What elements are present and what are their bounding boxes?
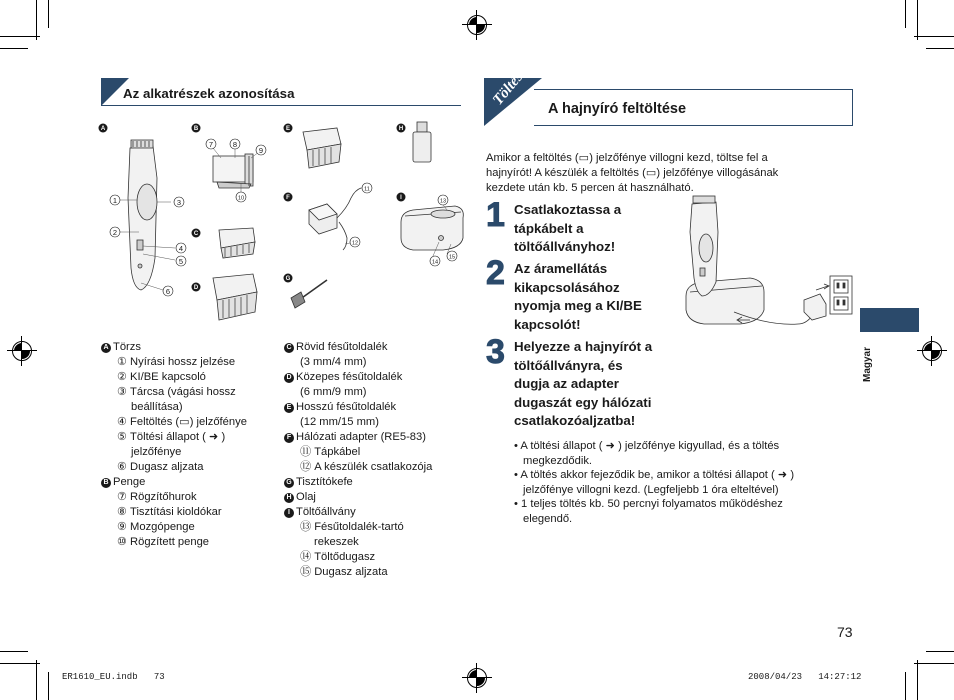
callout-9 xyxy=(256,145,266,155)
legend-item xyxy=(101,355,247,370)
legend-letter-marker: B xyxy=(101,478,111,488)
legend-item xyxy=(284,490,432,505)
legend-item xyxy=(284,430,432,445)
intro-line-2: hajnyírót! A készülék a feltöltés (▭) jelzőfénye villogásának xyxy=(486,167,779,179)
crop-mark xyxy=(48,672,49,700)
svg-text:6: 6 xyxy=(165,287,171,296)
svg-text:I: I xyxy=(400,195,402,201)
legend-text: Mozgópenge xyxy=(130,521,195,533)
page-number: 73 xyxy=(837,624,853,640)
legend-letter-marker: D xyxy=(284,373,294,383)
legend-item xyxy=(284,475,432,490)
callout-15 xyxy=(447,251,457,261)
step-3-text: Helyezze a hajnyírót a töltőállványra, és dugja az adapter dugaszát egy hálózati csatlakozóaljzatba! xyxy=(514,339,653,428)
heading-underline xyxy=(101,105,461,106)
legend-number-marker: ⑫ xyxy=(300,461,312,473)
legend-letter-marker: A xyxy=(101,343,111,353)
bullet-list xyxy=(514,439,794,526)
legend-text: Töltődugasz xyxy=(314,551,376,563)
cleaning-brush xyxy=(291,280,327,308)
step-1-number: 1 xyxy=(486,196,505,234)
footer-datetime: 2008/04/23 14:27:12 xyxy=(748,672,862,682)
svg-text:G: G xyxy=(285,276,291,282)
legend-text: (6 mm/9 mm) xyxy=(300,386,367,398)
registration-mark xyxy=(467,15,487,35)
footer-file: ER1610_EU.indb 73 xyxy=(62,672,165,682)
legend-item xyxy=(101,340,247,355)
legend-item xyxy=(101,460,247,475)
callout-4 xyxy=(176,243,186,253)
crop-mark xyxy=(0,651,28,652)
intro-text xyxy=(486,151,778,196)
callout-11 xyxy=(362,183,372,193)
legend-text: rekeszek xyxy=(314,536,359,548)
legend-item xyxy=(101,505,247,520)
marker-D xyxy=(192,283,201,292)
legend-number-marker: ⑬ xyxy=(300,521,312,533)
legend-text: Töltőállvány xyxy=(296,506,356,518)
legend-text: Törzs xyxy=(113,341,141,353)
legend-item xyxy=(101,430,247,445)
legend-text: Tápkábel xyxy=(314,446,361,458)
legend-item xyxy=(101,370,247,385)
marker-G xyxy=(284,274,293,283)
legend-item xyxy=(284,415,432,430)
legend-column-2 xyxy=(284,340,432,580)
svg-text:2: 2 xyxy=(112,228,118,237)
adapter-drawing xyxy=(804,294,826,320)
clipper-body xyxy=(128,140,157,290)
callout-8 xyxy=(230,139,240,149)
legend-text: Olaj xyxy=(296,491,316,503)
marker-A xyxy=(99,124,108,133)
callout-3 xyxy=(174,197,184,207)
registration-mark xyxy=(922,341,942,361)
svg-text:1: 1 xyxy=(112,196,118,205)
parts-diagram xyxy=(95,118,465,328)
language-tab xyxy=(860,308,919,332)
oil-bottle xyxy=(413,122,431,162)
legend-item xyxy=(284,520,432,535)
crop-mark xyxy=(36,0,37,40)
bullet-item: • 1 teljes töltés kb. 50 percnyi folyamatos működéshez elegendő. xyxy=(514,498,783,525)
language-label: Magyar xyxy=(862,346,873,382)
svg-text:7: 7 xyxy=(208,140,214,149)
legend-item xyxy=(284,370,432,385)
bullet-item: • A töltési állapot ( ➜ ) jelzőfénye kigyullad, és a töltés megkezdődik. xyxy=(514,440,780,467)
callout-2 xyxy=(110,227,120,237)
svg-text:F: F xyxy=(286,195,290,201)
legend-item xyxy=(284,400,432,415)
step-1-text: Csatlakoztassa a tápkábelt a töltőállványhoz! xyxy=(514,202,622,254)
crop-mark xyxy=(905,0,906,28)
legend-text: (3 mm/4 mm) xyxy=(300,356,367,368)
callout-5 xyxy=(176,256,186,266)
charging-illustration xyxy=(680,192,860,337)
bullet-item: • A töltés akkor fejeződik be, amikor a töltési állapot ( ➜ ) jelzőfénye villogni kezd. (Legfeljebb 1 óra elteltével) xyxy=(514,469,795,496)
legend-number-marker: ⑧ xyxy=(117,506,128,518)
crop-mark xyxy=(0,663,40,664)
step-2-text: Az áramellátás kikapcsolásához nyomja meg a KI/BE kapcsolót! xyxy=(514,261,642,332)
crop-mark xyxy=(917,660,918,700)
legend-number-marker: ⑭ xyxy=(300,551,312,563)
legend-item xyxy=(284,565,432,580)
charging-heading: A hajnyíró feltöltése xyxy=(548,101,687,117)
legend-text: Fésűtoldalék-tartó xyxy=(314,521,404,533)
legend-number-marker: ③ xyxy=(117,386,128,398)
legend-number-marker: ⑨ xyxy=(117,521,128,533)
blade xyxy=(213,154,253,188)
legend-text: Hosszú fésűtoldalék xyxy=(296,401,397,413)
svg-text:C: C xyxy=(193,231,199,237)
registration-mark xyxy=(12,341,32,361)
charging-heading-block xyxy=(484,69,854,126)
crop-mark xyxy=(0,48,28,49)
parts-heading: Az alkatrészek azonosítása xyxy=(123,86,295,101)
callout-13 xyxy=(438,195,448,205)
legend-number-marker: ⑪ xyxy=(300,446,312,458)
legend-item xyxy=(284,550,432,565)
legend-text: Penge xyxy=(113,476,146,488)
svg-text:A: A xyxy=(100,126,106,132)
comb-long xyxy=(303,128,341,168)
crop-mark xyxy=(926,651,954,652)
legend-text: Nyírási hossz jelzése xyxy=(130,356,236,368)
legend-text: KI/BE kapcsoló xyxy=(130,371,206,383)
legend-item xyxy=(101,445,247,460)
legend-text: Tisztítási kioldókar xyxy=(130,506,222,518)
marker-B xyxy=(192,124,201,133)
legend-number-marker: ⑥ xyxy=(117,461,128,473)
legend-item xyxy=(284,460,432,475)
legend-text: Töltési állapot ( ➜ ) xyxy=(130,431,226,443)
tab-label: Töltés xyxy=(490,69,527,109)
callout-14 xyxy=(430,256,440,266)
callout-1 xyxy=(110,195,120,205)
parts-heading-bar xyxy=(101,78,461,106)
legend-text: Rögzítőhurok xyxy=(130,491,197,503)
svg-text:14: 14 xyxy=(431,259,439,266)
marker-E xyxy=(284,124,293,133)
svg-text:8: 8 xyxy=(232,140,238,149)
legend-item xyxy=(101,400,247,415)
legend-item xyxy=(284,340,432,355)
intro-line-3: kezdete után kb. 5 percen át használható. xyxy=(486,182,694,194)
legend-item xyxy=(284,505,432,520)
legend-text: Hálózati adapter (RE5-83) xyxy=(296,431,426,443)
crop-mark xyxy=(914,36,954,37)
registration-mark xyxy=(467,668,487,688)
legend-text: jelzőfénye xyxy=(131,446,182,458)
legend-letter-marker: F xyxy=(284,433,294,443)
legend-item xyxy=(284,535,432,550)
svg-text:E: E xyxy=(285,126,291,132)
charging-stand xyxy=(401,206,463,250)
legend-number-marker: ⑦ xyxy=(117,491,128,503)
legend-text: Dugasz aljzata xyxy=(314,566,388,578)
legend-item xyxy=(101,385,247,400)
svg-text:4: 4 xyxy=(178,244,184,253)
marker-H xyxy=(397,124,406,133)
svg-text:15: 15 xyxy=(448,254,456,261)
legend-letter-marker: G xyxy=(284,478,294,488)
legend-number-marker: ⑩ xyxy=(117,536,128,548)
svg-text:H: H xyxy=(398,126,404,132)
svg-text:D: D xyxy=(193,285,199,291)
crop-mark xyxy=(914,663,954,664)
legend-column-1 xyxy=(101,340,247,550)
legend-text: Rögzített penge xyxy=(130,536,210,548)
svg-text:3: 3 xyxy=(176,198,182,207)
legend-item xyxy=(101,520,247,535)
legend-text: Feltöltés (▭) jelzőfénye xyxy=(130,416,247,428)
svg-text:13: 13 xyxy=(439,198,447,205)
legend-letter-marker: C xyxy=(284,343,294,353)
svg-text:11: 11 xyxy=(364,186,370,193)
legend-letter-marker: E xyxy=(284,403,294,413)
crop-mark xyxy=(48,0,49,28)
crop-mark xyxy=(905,672,906,700)
legend-item xyxy=(101,535,247,550)
legend-item xyxy=(284,355,432,370)
legend-text: Tisztítókefe xyxy=(296,476,353,488)
svg-text:12: 12 xyxy=(351,240,359,247)
legend-item xyxy=(284,445,432,460)
legend-item xyxy=(101,490,247,505)
svg-text:B: B xyxy=(193,126,199,132)
legend-letter-marker: H xyxy=(284,493,294,503)
callout-10 xyxy=(236,192,246,202)
svg-text:5: 5 xyxy=(178,257,184,266)
legend-number-marker: ⑤ xyxy=(117,431,128,443)
crop-mark xyxy=(0,36,40,37)
crop-mark xyxy=(926,48,954,49)
legend-number-marker: ① xyxy=(117,356,128,368)
intro-line-1: Amikor a feltöltés (▭) jelzőfénye villogni kezd, töltse fel a xyxy=(486,152,768,164)
callout-6 xyxy=(163,286,173,296)
legend-text: Közepes fésűtoldalék xyxy=(296,371,403,383)
svg-text:9: 9 xyxy=(258,146,264,155)
legend-number-marker: ④ xyxy=(117,416,128,428)
marker-C xyxy=(192,229,201,238)
legend-item xyxy=(284,385,432,400)
legend-letter-marker: I xyxy=(284,508,294,518)
legend-number-marker: ② xyxy=(117,371,128,383)
comb-short xyxy=(219,228,255,258)
marker-F xyxy=(284,193,293,202)
step-2-number: 2 xyxy=(486,254,505,292)
legend-number-marker: ⑮ xyxy=(300,566,312,578)
step-3-number: 3 xyxy=(486,333,505,371)
svg-text:10: 10 xyxy=(237,195,245,202)
legend-text: Tárcsa (vágási hossz xyxy=(130,386,236,398)
legend-text: Dugasz aljzata xyxy=(130,461,204,473)
crop-mark xyxy=(917,0,918,40)
legend-text: Rövid fésűtoldalék xyxy=(296,341,388,353)
callout-12 xyxy=(350,237,360,247)
marker-I xyxy=(397,193,406,202)
callout-7 xyxy=(206,139,216,149)
legend-text: (12 mm/15 mm) xyxy=(300,416,379,428)
legend-text: A készülék csatlakozója xyxy=(314,461,433,473)
legend-item xyxy=(101,475,247,490)
legend-text: beállítása) xyxy=(131,401,183,413)
crop-mark xyxy=(36,660,37,700)
legend-item xyxy=(101,415,247,430)
comb-medium xyxy=(213,274,257,320)
